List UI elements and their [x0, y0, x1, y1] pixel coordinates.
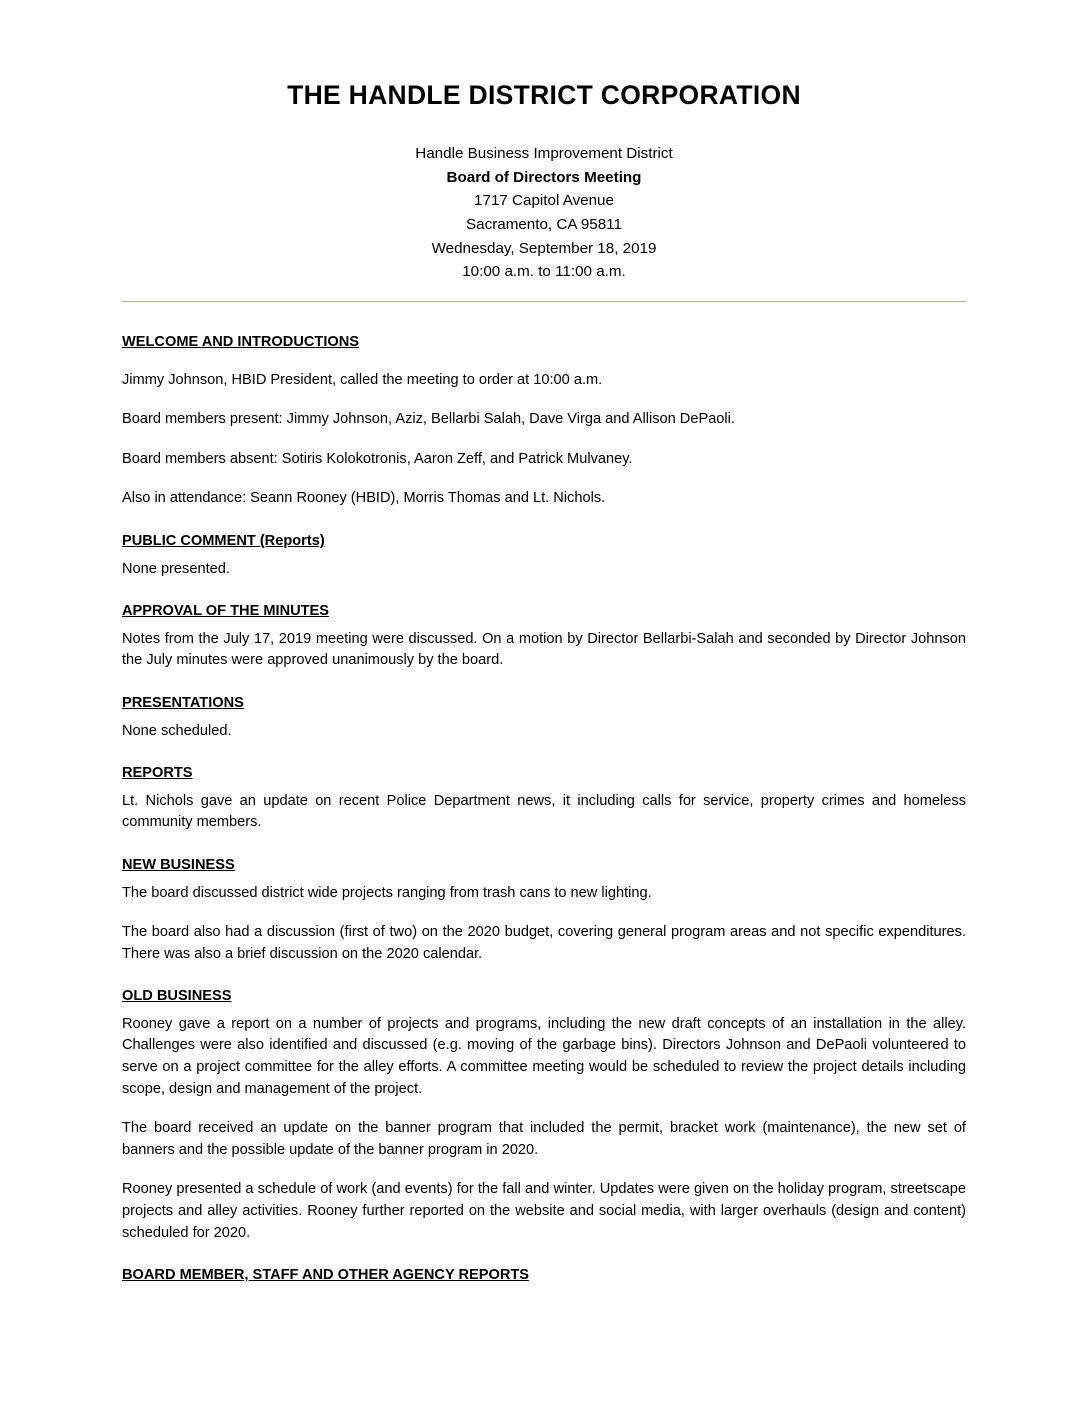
section-public-comment [122, 531, 966, 580]
old-business-paragraph-3: Rooney presented a schedule of work (and events) for the fall and winter. Updates were given on the holiday program, streetscape projects and alley activities. Rooney further reported on the website and social media, with larger overhauls (design and content) scheduled for 2020. [122, 1181, 966, 1241]
old-business-paragraph-1: Rooney gave a report on a number of projects and programs, including the new draft concepts of an installation in the alley. Challenges were also identified and discussed (e.g. moving of the garbage bins). Directors Johnson and DePaoli volunteered to serve on a project committee for the alley efforts. A committee meeting would be scheduled to review the project details including scope, design and management of the project. [122, 1015, 966, 1097]
presentations-paragraph-1: None scheduled. [122, 722, 232, 739]
section-reports [122, 763, 966, 834]
section-old-business [122, 986, 966, 1244]
public-comment-paragraph-1: None presented. [122, 560, 230, 577]
meeting-date: Wednesday, September 18, 2019 [431, 239, 657, 257]
welcome-paragraph-2: Board members present: Jimmy Johnson, Aziz, Bellarbi Salah, Dave Virga and Allison DePaoli. [122, 411, 735, 428]
section-heading-agency-reports: BOARD MEMBER, STAFF AND OTHER AGENCY REPORTS [122, 1267, 530, 1284]
section-presentations [122, 693, 966, 742]
section-new-business [122, 855, 966, 965]
approval-paragraph-1: Notes from the July 17, 2019 meeting were discussed. On a motion by Director Bellarbi-Salah and seconded by Director Johnson the July minutes were approved unanimously by the board. [122, 630, 966, 669]
section-heading-welcome: WELCOME AND INTRODUCTIONS [122, 334, 359, 351]
section-heading-presentations: PRESENTATIONS [122, 694, 244, 711]
organization-name: Handle Business Improvement District [415, 144, 673, 162]
welcome-paragraph-4: Also in attendance: Seann Rooney (HBID), Morris Thomas and Lt. Nichols. [122, 490, 606, 507]
new-business-paragraph-1: The board discussed district wide projects ranging from trash cans to new lighting. [122, 884, 652, 901]
address-line-1: 1717 Capitol Avenue [474, 192, 614, 210]
address-line-2: Sacramento, CA 95811 [466, 215, 622, 233]
meeting-header [122, 142, 966, 284]
old-business-paragraph-2: The board received an update on the banner program that included the permit, bracket work (maintenance), the new set of banners and the possible update of the banner program in 2020. [122, 1120, 966, 1158]
reports-paragraph-1: Lt. Nichols gave an update on recent Police Department news, it including calls for service, property crimes and homeless community members. [122, 792, 966, 831]
welcome-paragraph-1: Jimmy Johnson, HBID President, called the meeting to order at 10:00 a.m. [122, 371, 603, 388]
section-approval-of-minutes [122, 601, 966, 672]
meeting-type: Board of Directors Meeting [446, 168, 642, 186]
section-heading-old-business: OLD BUSINESS [122, 988, 232, 1005]
new-business-paragraph-2: The board also had a discussion (first of two) on the 2020 budget, covering general program areas and not specific expenditures. There was also a brief discussion on the 2020 calendar. [122, 924, 966, 962]
page-title: THE HANDLE DISTRICT CORPORATION [287, 80, 801, 110]
section-heading-new-business: NEW BUSINESS [122, 856, 235, 873]
section-agency-reports [122, 1265, 966, 1287]
document-body [122, 332, 966, 1287]
section-heading-public-comment: PUBLIC COMMENT (Reports) [122, 532, 325, 549]
section-welcome [122, 332, 966, 510]
section-heading-approval: APPROVAL OF THE MINUTES [122, 603, 330, 620]
welcome-paragraph-3: Board members absent: Sotiris Kolokotronis, Aaron Zeff, and Patrick Mulvaney. [122, 450, 633, 467]
section-heading-reports: REPORTS [122, 765, 193, 782]
meeting-time: 10:00 a.m. to 11:00 a.m. [462, 263, 626, 281]
header-divider [122, 301, 966, 302]
